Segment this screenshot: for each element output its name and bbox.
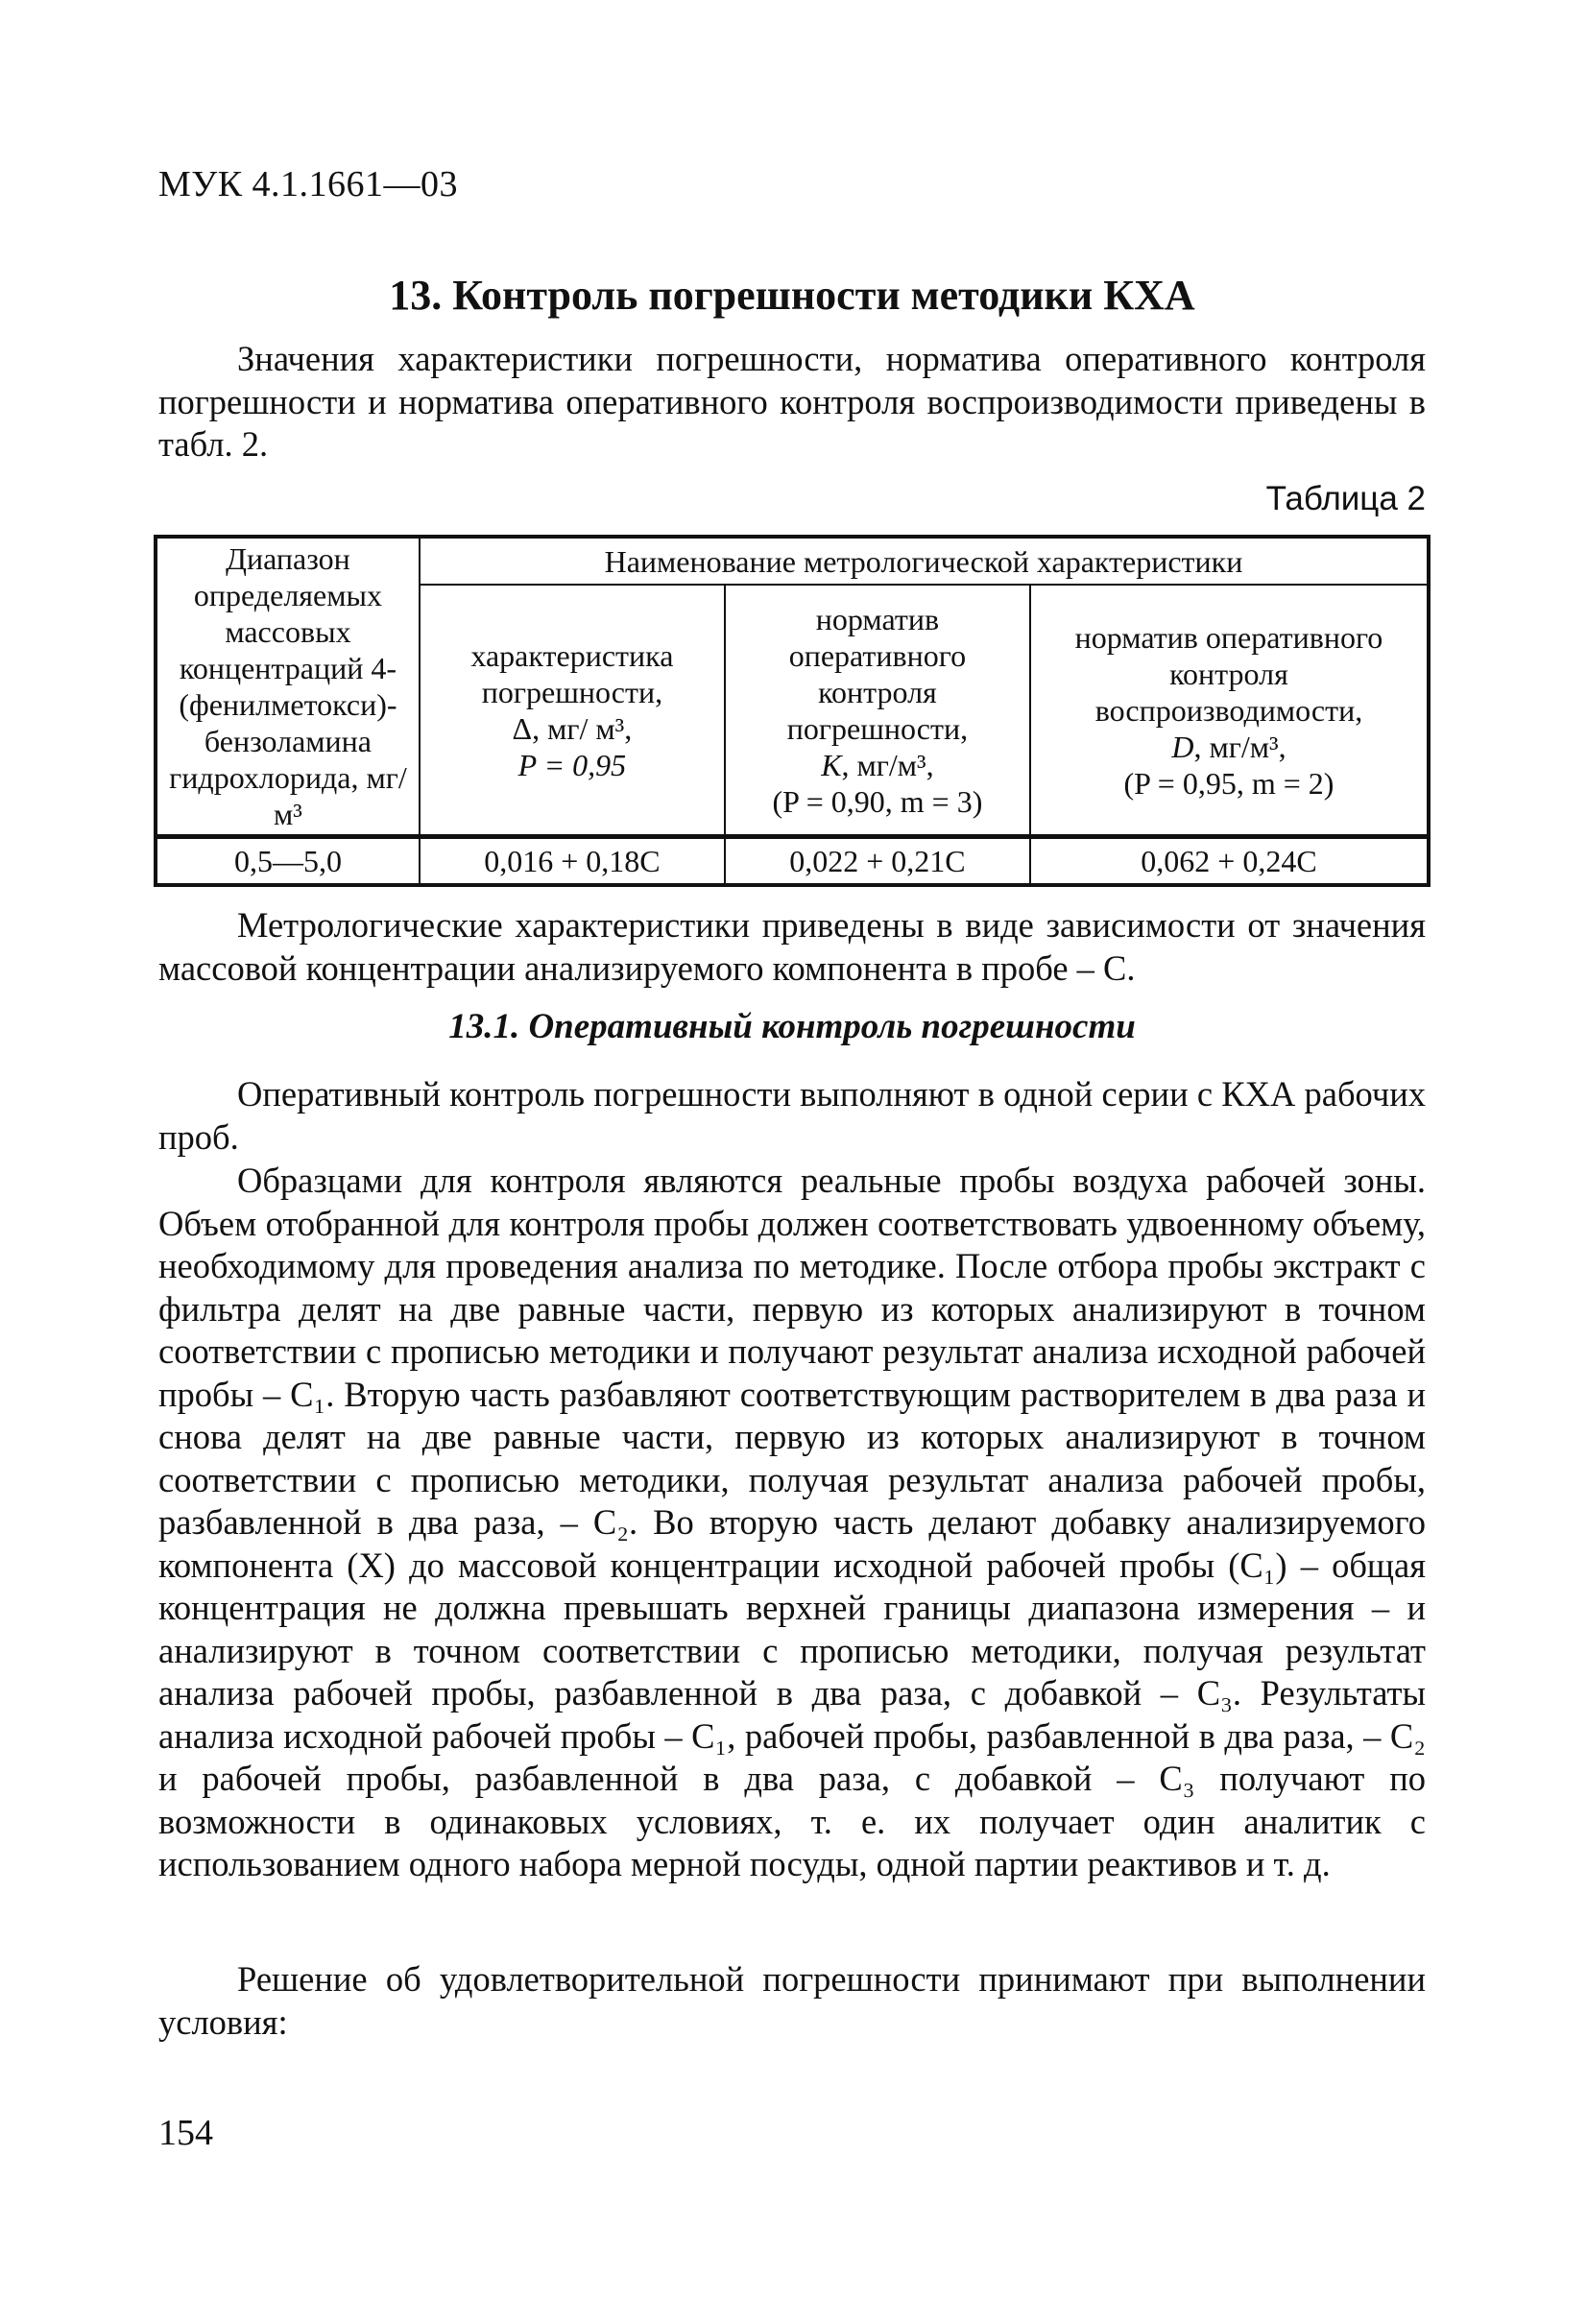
subheader-condition: (P = 0,95, m = 2)	[1123, 765, 1335, 801]
subheader-name: характеристика погрешности,	[470, 637, 674, 709]
accuracy-characteristic-header	[420, 585, 725, 836]
document-code: МУК 4.1.1661—03	[158, 164, 459, 204]
reproducibility-control-norm-header	[1030, 585, 1429, 836]
subheader-symbol: К	[821, 747, 842, 782]
table-caption: Таблица 2	[1265, 480, 1426, 517]
table-header-row	[156, 537, 1429, 585]
table-row	[156, 837, 1429, 886]
range-column-header: Диапазон определяемых массовых концентраций 4-(фенилметокси)-бензоламина гидрохлорида, мг/м³	[156, 537, 420, 837]
paragraph-after-table: Метрологические характеристики приведены в виде зависимости от значения массовой концентрации анализируемого компонента в пробе – С.	[158, 905, 1426, 988]
metrology-group-header: Наименование метрологической характеристики	[420, 537, 1429, 585]
subheader-symbol: D	[1171, 729, 1194, 764]
subheader-condition: P = 0,95	[517, 747, 627, 782]
paragraph-control-samples: Образцами для контроля являются реальные пробы воздуха рабочей зоны. Объем отобранной для контроля пробы должен соответствовать удвоенному объему, необходимому для проведения анализа по методике. После отбора пробы экстракт с фильтра делят на две равные части, первую из которых анализируют в точном соответствии с прописью методики и получают результат анализа исходной рабочей пробы – C₁. Вторую часть разбавляют соответствующим растворителем в два раза и снова делят на две равные части, первую из которых анализируют в точном соответствии с прописью методики, получая результат анализа рабочей пробы, разбавленной в два раза, – C₂. Во вторую часть делают добавку анализируемого компонента (X) до массовой концентрации исходной рабочей пробы (C₁) – общая концентрация не должна превышать верхней границы диапазона измерения – и анализируют в точном соответствии с прописью методики, получая результат анализа рабочей пробы, разбавленной в два раза, с добавкой – C₃. Результаты анализа исходной рабочей пробы – C₁, рабочей пробы, разбавленной в два раза, – C₂ и рабочей пробы, разбавленной в два раза, с добавкой – C₃ получают по возможности в одинаковых условиях, т. е. их получает один аналитик с использованием одного набора мерной посуды, одной партии реактивов и т. д.	[158, 1161, 1426, 1883]
range-cell: 0,5—5,0	[156, 837, 420, 886]
paragraph-operative-control: Оперативный контроль погрешности выполняют в одной серии с КХА рабочих проб.	[158, 1074, 1426, 1157]
subheader-condition: (P = 0,90, m = 3)	[772, 783, 983, 819]
section-title: 13. Контроль погрешности методики КХА	[389, 272, 1195, 319]
accuracy-control-norm-header	[725, 585, 1030, 836]
reproducibility-value-cell: 0,062 + 0,24C	[1030, 837, 1429, 886]
subheader-symbol: Δ	[512, 710, 533, 746]
metrology-table	[154, 535, 1431, 887]
accuracy-control-value-cell: 0,022 + 0,21C	[725, 837, 1030, 886]
subsection-title: 13.1. Оперативный контроль погрешности	[448, 1007, 1136, 1046]
subheader-unit: , мг/м³,	[1193, 729, 1286, 764]
subheader-unit: , мг/м³,	[841, 747, 934, 782]
accuracy-value-cell: 0,016 + 0,18C	[420, 837, 725, 886]
subheader-name: норматив оперативного контроля воспроизводимости,	[1074, 619, 1383, 728]
subheader-unit: , мг/ м³,	[532, 710, 633, 746]
intro-paragraph: Значения характеристики погрешности, норматива оперативного контроля погрешности и норматива оперативного контроля воспроизводимости приведены в табл. 2.	[158, 339, 1426, 464]
subheader-name: норматив оперативного контроля погрешности,	[786, 601, 969, 746]
paragraph-decision: Решение об удовлетворительной погрешности принимают при выполнении условия:	[158, 1959, 1426, 2042]
page-number: 154	[158, 2113, 213, 2153]
